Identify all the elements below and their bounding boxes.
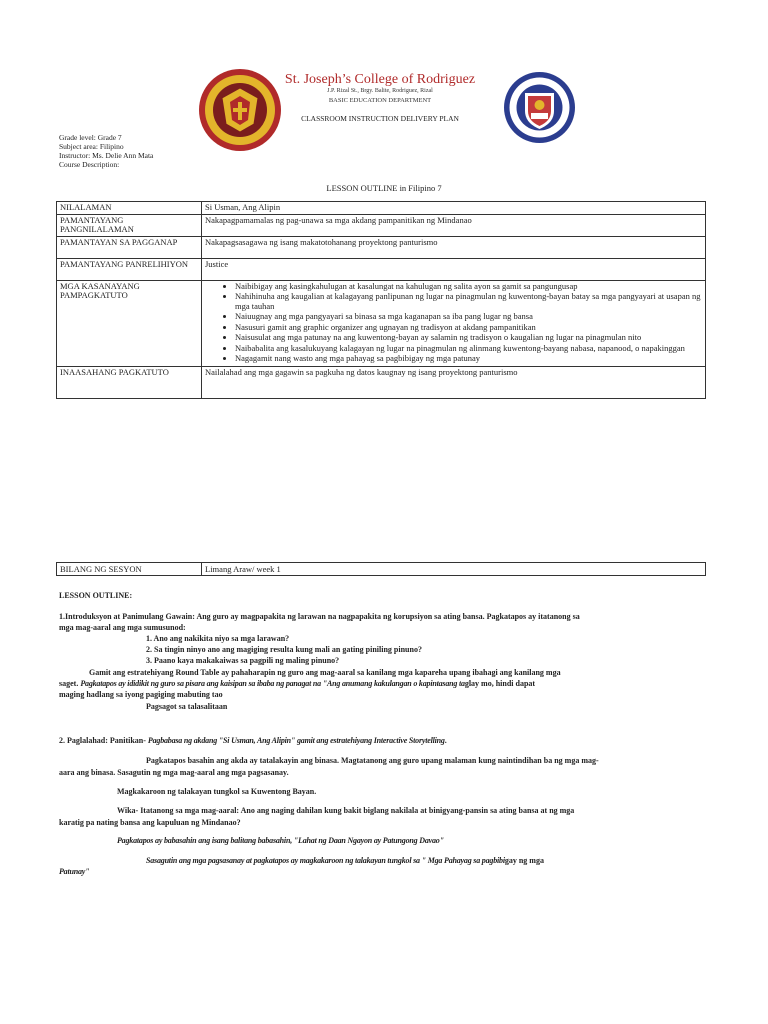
roundtable-line-2	[59, 679, 719, 689]
lesson-outline-title: LESSON OUTLINE in Filipino 7	[326, 183, 442, 193]
nilalaman-label: NILALAMAN	[57, 202, 202, 215]
list-item: • Nahihinuha ang kaugalian at kalagayang panlipunan ng lugar na pinagmulan ng kuwentong-bayan batay sa mga pangyayari at usapan ng mga tauhan	[235, 292, 702, 311]
lesson-heading: LESSON OUTLINE:	[59, 591, 133, 600]
plan-title: CLASSROOM INSTRUCTION DELIVERY PLAN	[301, 114, 459, 123]
sesyon-table	[56, 562, 706, 576]
paglalahad-end: .	[444, 736, 447, 745]
list-item: • Nagagamit nang wasto ang mga pahayag sa pagbibigay ng mga patunay	[235, 354, 702, 364]
list-item: • Naibibigay ang kasingkahulugan at kasalungat na kahulugan ng salita ayon sa gamit sa pangungusap	[235, 282, 702, 292]
roundtable-line-2c: glay mo, hindi dapat	[464, 679, 536, 688]
kasanayan-label: MGA KASANAYANG PAMPAGKATUTO	[57, 280, 202, 366]
wika-line-1: Wika- Itatanong sa mga mag-aaral: Ano ang naging dahilan kung bakit biglang nakilala at binigyang-pansin sa ating bansa at ng mga	[117, 806, 575, 815]
list-item: • Naibabalita ang kasalukuyang kalagayan ng lugar na pinagmulan ng alinmang kuwentong-bayang nabasa, napanood, o napakinggan	[235, 344, 702, 354]
question-3: 3. Paano kaya makakaiwas sa pagpili ng maling pinuno?	[146, 656, 340, 665]
table-row	[57, 366, 706, 398]
grade-level: Grade level: Grade 7	[59, 133, 122, 142]
sesyon-value: Limang Araw/ week 1	[202, 563, 706, 576]
pagsasanay-a: Sasagutin ang mga pagsasanay at pagkatapos ay magkakaroon ng talakayan tungkol sa " Mga Pahayag sa pagbibi	[146, 856, 505, 865]
talakayan-line: Magkakaroon ng talakayan tungkol sa Kuwentong Bayan.	[117, 787, 317, 796]
pangnilalaman-label: PAMANTAYANG PANGNILALAMAN	[57, 214, 202, 236]
talasalitaan: Pagsagot sa talasalitaan	[146, 702, 228, 711]
pagsasanay-b: gay ng mga	[504, 856, 544, 865]
deped-seal-logo	[503, 71, 576, 144]
instructor: Instructor: Ms. Delie Ann Mata	[59, 151, 154, 160]
intro-line-1: 1.Introduksyon at Panimulang Gawain: Ang guro ay magpapakita ng larawan na nagpapakita ng korupsiyon sa ating bansa. Pagkatapos ay itatanong sa	[59, 612, 580, 621]
balita-line: Pagkatapos ay babasahin ang isang balitang babasahin, "Lahat ng Daan Ngayon ay Patungong Davao"	[117, 836, 444, 845]
paglalahad-line	[59, 736, 447, 746]
inaasahan-value: Nailalahad ang mga gagawin sa pagkuha ng datos kaugnay ng isang proyektong panturismo	[202, 366, 706, 398]
roundtable-line-3: maging hadlang sa iyong pagiging mabuting tao	[59, 690, 223, 699]
sesyon-label: BILANG NG SESYON	[57, 563, 202, 576]
paglalahad-lead: 2. Paglalahad: Panitikan-	[59, 736, 146, 745]
kasanayan-list	[205, 282, 702, 364]
list-item: • Nasusuri gamit ang graphic organizer ang ugnayan ng tradisyon at akdang pampanitikan	[235, 323, 702, 333]
pagkatapos-line-1: Pagkatapos basahin ang akda ay tatalakayin ang binasa. Magtatanong ang guro upang malaman kung naintindihan ba ng mga mag-	[146, 756, 599, 765]
school-department: BASIC EDUCATION DEPARTMENT	[328, 97, 432, 104]
table-row	[57, 563, 706, 576]
table-row	[57, 280, 706, 366]
pagganap-value: Nakapagsasagawa ng isang makatotohanang proyektong panturismo	[202, 236, 706, 258]
table-row	[57, 236, 706, 258]
panrelihiyon-value: Justice	[202, 258, 706, 280]
pangnilalaman-value: Nakapagpamamalas ng pag-unawa sa mga akdang pampanitikan ng Mindanao	[202, 214, 706, 236]
question-1: 1. Ano ang nakikita niyo sa mga larawan?	[146, 634, 290, 643]
table-row	[57, 202, 706, 215]
list-item: • Naisusulat ang mga patunay na ang kuwentong-bayan ay salamin ng tradisyon o kaugalian ng lugar na pinagmulan nito	[235, 333, 702, 343]
pagkatapos-line-2: aara ang binasa. Sasagutin ng mga mag-aaral ang mga pagsasanay.	[59, 768, 289, 777]
table-row	[57, 258, 706, 280]
subject-area: Subject area: Filipino	[59, 142, 124, 151]
course-description: Course Description:	[59, 160, 120, 169]
lesson-outline-table	[56, 201, 706, 399]
table-row	[57, 214, 706, 236]
roundtable-line-2a: saget.	[59, 679, 79, 688]
school-name: St. Joseph’s College of Rodriguez	[284, 72, 476, 87]
panrelihiyon-label: PAMANTAYANG PANRELIHIYON	[57, 258, 202, 280]
paglalahad-bold: Pagbabasa ng akdang "Si Usman, Ang Alipin" gamit ang estratehiyang Interactive Storytelling	[147, 736, 445, 745]
roundtable-line-1: Gamit ang estratehiyang Round Table ay pahaharapin ng guro ang mag-aaral sa kanilang mga kapareha upang ibahagi ang kanilang mga	[89, 668, 561, 677]
list-item: • Naiuugnay ang mga pangyayari sa binasa sa mga kaganapan sa iba pang lugar ng bansa	[235, 312, 702, 322]
pagsasanay-line-2: Patunay"	[59, 867, 90, 876]
wika-line-2: karatig pa nating bansa ang kapuluan ng Mindanao?	[59, 818, 241, 827]
nilalaman-value: Si Usman, Ang Alipin	[202, 202, 706, 215]
roundtable-line-2b: Pagkatapos ay ididikit ng guro sa pisara ang kaisipan sa ibaba ng panagat na "Ang anumang kakulangan o kapintasang ta	[80, 679, 465, 688]
pagganap-label: PAMANTAYAN SA PAGGANAP	[57, 236, 202, 258]
kasanayan-value	[202, 280, 706, 366]
pagsasanay-line-1	[146, 856, 544, 866]
school-address: J.P. Rizal St., Brgy. Balite, Rodriguez, Rizal	[327, 88, 433, 94]
inaasahan-label: INAASAHANG PAGKATUTO	[57, 366, 202, 398]
intro-line-2: mga mag-aaral ang mga sumusunod:	[59, 623, 186, 632]
question-2: 2. Sa tingin ninyo ano ang magiging resulta kung mali an gating piniling pinuno?	[146, 645, 422, 654]
